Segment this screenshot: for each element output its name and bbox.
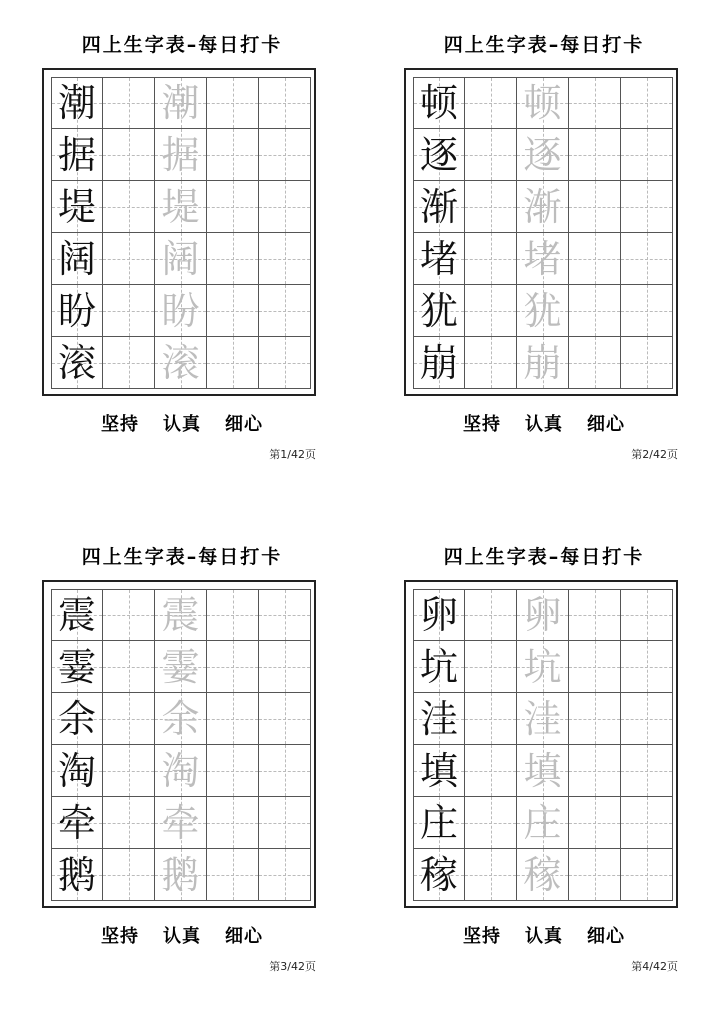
blank-practice-cell: [465, 129, 517, 181]
trace-character: 顿: [523, 81, 562, 125]
model-cell: [413, 745, 465, 797]
model-cell: [413, 129, 465, 181]
blank-practice-cell: [465, 77, 517, 129]
trace-character: 庄: [523, 800, 562, 845]
blank-practice-cell: [259, 337, 311, 389]
trace-cell: [517, 77, 569, 129]
practice-card: [42, 512, 322, 972]
model-character: 堵: [419, 236, 458, 281]
blank-practice-cell: [569, 285, 621, 337]
model-character: 庄: [419, 800, 458, 845]
blank-practice-cell: [259, 849, 311, 901]
model-cell: [413, 589, 465, 641]
trace-character: 坑: [523, 644, 562, 689]
grid-row: [413, 693, 673, 745]
trace-character: 据: [161, 132, 200, 177]
motto-word: 坚持: [101, 926, 139, 947]
motto-word: 认真: [163, 414, 201, 435]
trace-character: 牵: [161, 800, 200, 845]
blank-practice-cell: [621, 797, 673, 849]
blank-practice-cell: [259, 129, 311, 181]
model-cell: [51, 337, 103, 389]
blank-practice-cell: [621, 745, 673, 797]
grid-row: [413, 589, 673, 641]
model-character: 盼: [57, 288, 96, 333]
blank-practice-cell: [207, 129, 259, 181]
trace-cell: [517, 849, 569, 901]
grid-row: [51, 641, 311, 693]
trace-character: 淘: [161, 748, 200, 793]
blank-practice-cell: [569, 337, 621, 389]
page-number: 第1/42页: [269, 448, 316, 461]
motto-word: 认真: [163, 926, 201, 947]
trace-character: 逐: [523, 132, 562, 177]
blank-practice-cell: [207, 745, 259, 797]
model-cell: [413, 693, 465, 745]
blank-practice-cell: [103, 797, 155, 849]
trace-character: 潮: [161, 81, 200, 125]
motto: [404, 410, 684, 436]
writing-grid: [42, 68, 316, 396]
blank-practice-cell: [207, 849, 259, 901]
writing-grid: [404, 68, 678, 396]
trace-character: 盼: [161, 288, 200, 333]
model-character: 霎: [57, 644, 96, 689]
trace-cell: [155, 745, 207, 797]
trace-cell: [517, 641, 569, 693]
blank-practice-cell: [103, 337, 155, 389]
grid-row: [51, 693, 311, 745]
model-cell: [413, 797, 465, 849]
model-character: 震: [57, 593, 96, 637]
trace-cell: [517, 129, 569, 181]
blank-practice-cell: [103, 745, 155, 797]
blank-practice-cell: [103, 693, 155, 745]
motto: [404, 922, 684, 948]
blank-practice-cell: [621, 693, 673, 745]
motto-word: 细心: [587, 414, 625, 435]
page-number: 第2/42页: [631, 448, 678, 461]
trace-cell: [517, 797, 569, 849]
trace-character: 震: [161, 593, 200, 637]
blank-practice-cell: [569, 233, 621, 285]
blank-practice-cell: [569, 641, 621, 693]
trace-character: 堵: [523, 236, 562, 281]
trace-cell: [155, 77, 207, 129]
model-cell: [413, 641, 465, 693]
blank-practice-cell: [621, 589, 673, 641]
grid-row: [413, 337, 673, 389]
model-cell: [51, 849, 103, 901]
model-cell: [51, 181, 103, 233]
blank-practice-cell: [465, 745, 517, 797]
model-character: 阔: [57, 236, 96, 281]
model-character: 犹: [419, 288, 458, 333]
blank-practice-cell: [569, 693, 621, 745]
blank-practice-cell: [103, 233, 155, 285]
grid-row: [413, 641, 673, 693]
writing-grid: [404, 580, 678, 908]
blank-practice-cell: [103, 129, 155, 181]
grid-row: [51, 77, 311, 129]
card-title: 四上生字表–每日打卡: [443, 34, 645, 56]
model-character: 稼: [419, 852, 458, 897]
grid-row: [51, 233, 311, 285]
blank-practice-cell: [207, 641, 259, 693]
trace-cell: [155, 129, 207, 181]
trace-character: 滚: [161, 340, 200, 385]
motto-word: 细心: [587, 926, 625, 947]
card-title: 四上生字表–每日打卡: [81, 34, 283, 56]
blank-practice-cell: [569, 797, 621, 849]
blank-practice-cell: [259, 693, 311, 745]
grid-row: [413, 77, 673, 129]
trace-cell: [155, 849, 207, 901]
blank-practice-cell: [207, 233, 259, 285]
grid-row: [413, 745, 673, 797]
blank-practice-cell: [207, 589, 259, 641]
model-character: 洼: [419, 696, 458, 741]
blank-practice-cell: [621, 129, 673, 181]
blank-practice-cell: [465, 589, 517, 641]
model-cell: [413, 285, 465, 337]
blank-practice-cell: [207, 337, 259, 389]
motto-word: 细心: [225, 414, 263, 435]
model-character: 余: [57, 696, 96, 741]
model-cell: [413, 233, 465, 285]
blank-practice-cell: [207, 693, 259, 745]
trace-character: 洼: [523, 696, 562, 741]
blank-practice-cell: [465, 181, 517, 233]
blank-practice-cell: [569, 589, 621, 641]
blank-practice-cell: [621, 233, 673, 285]
blank-practice-cell: [465, 849, 517, 901]
trace-cell: [155, 589, 207, 641]
model-character: 卵: [419, 593, 458, 637]
blank-practice-cell: [465, 285, 517, 337]
model-cell: [413, 77, 465, 129]
model-character: 填: [419, 748, 458, 793]
model-character: 顿: [419, 81, 458, 125]
blank-practice-cell: [103, 181, 155, 233]
blank-practice-cell: [569, 849, 621, 901]
blank-practice-cell: [259, 641, 311, 693]
motto-word: 坚持: [463, 926, 501, 947]
blank-practice-cell: [465, 797, 517, 849]
grid-row: [51, 181, 311, 233]
trace-character: 余: [161, 696, 200, 741]
model-cell: [51, 77, 103, 129]
model-cell: [413, 849, 465, 901]
page-number: 第4/42页: [631, 960, 678, 973]
blank-practice-cell: [259, 285, 311, 337]
trace-character: 阔: [161, 236, 200, 281]
model-character: 崩: [419, 340, 458, 385]
model-cell: [51, 797, 103, 849]
blank-practice-cell: [621, 181, 673, 233]
model-cell: [51, 693, 103, 745]
trace-cell: [155, 337, 207, 389]
blank-practice-cell: [103, 589, 155, 641]
trace-character: 渐: [523, 184, 562, 229]
grid-row: [51, 285, 311, 337]
blank-practice-cell: [103, 285, 155, 337]
motto-word: 认真: [525, 414, 563, 435]
model-character: 渐: [419, 184, 458, 229]
model-cell: [413, 181, 465, 233]
grid-row: [51, 129, 311, 181]
grid-row: [413, 181, 673, 233]
trace-character: 崩: [523, 340, 562, 385]
trace-character: 霎: [161, 644, 200, 689]
trace-cell: [517, 745, 569, 797]
card-title: 四上生字表–每日打卡: [81, 546, 283, 568]
blank-practice-cell: [259, 589, 311, 641]
blank-practice-cell: [621, 641, 673, 693]
model-cell: [51, 641, 103, 693]
blank-practice-cell: [621, 77, 673, 129]
blank-practice-cell: [465, 337, 517, 389]
grid-row: [413, 797, 673, 849]
trace-character: 卵: [523, 593, 562, 637]
motto-word: 坚持: [101, 414, 139, 435]
trace-cell: [155, 693, 207, 745]
blank-practice-cell: [259, 233, 311, 285]
motto: [42, 922, 322, 948]
blank-practice-cell: [103, 77, 155, 129]
model-character: 逐: [419, 132, 458, 177]
page-number: 第3/42页: [269, 960, 316, 973]
trace-character: 堤: [161, 184, 200, 229]
trace-cell: [517, 589, 569, 641]
trace-character: 填: [523, 748, 562, 793]
model-character: 牵: [57, 800, 96, 845]
model-character: 堤: [57, 184, 96, 229]
trace-cell: [155, 797, 207, 849]
trace-cell: [517, 233, 569, 285]
model-cell: [51, 745, 103, 797]
model-cell: [51, 285, 103, 337]
blank-practice-cell: [465, 233, 517, 285]
model-cell: [51, 589, 103, 641]
blank-practice-cell: [207, 181, 259, 233]
trace-cell: [155, 233, 207, 285]
grid-row: [413, 129, 673, 181]
grid-row: [413, 849, 673, 901]
blank-practice-cell: [621, 337, 673, 389]
model-character: 据: [57, 132, 96, 177]
trace-cell: [155, 285, 207, 337]
blank-practice-cell: [103, 849, 155, 901]
blank-practice-cell: [465, 693, 517, 745]
trace-cell: [517, 693, 569, 745]
grid-row: [51, 849, 311, 901]
trace-character: 稼: [523, 852, 562, 897]
model-cell: [413, 337, 465, 389]
motto: [42, 410, 322, 436]
blank-practice-cell: [259, 181, 311, 233]
trace-character: 犹: [523, 288, 562, 333]
motto-word: 认真: [525, 926, 563, 947]
grid-row: [413, 233, 673, 285]
model-character: 鹅: [57, 852, 96, 897]
motto-word: 细心: [225, 926, 263, 947]
grid-row: [413, 285, 673, 337]
blank-practice-cell: [621, 849, 673, 901]
practice-card: [404, 512, 684, 972]
practice-card: [404, 0, 684, 460]
grid-row: [51, 745, 311, 797]
blank-practice-cell: [259, 797, 311, 849]
model-character: 潮: [57, 81, 96, 125]
grid-row: [51, 337, 311, 389]
trace-cell: [155, 181, 207, 233]
trace-character: 鹅: [161, 852, 200, 897]
blank-practice-cell: [621, 285, 673, 337]
motto-word: 坚持: [463, 414, 501, 435]
model-cell: [51, 233, 103, 285]
blank-practice-cell: [569, 745, 621, 797]
blank-practice-cell: [569, 77, 621, 129]
blank-practice-cell: [207, 797, 259, 849]
trace-cell: [517, 181, 569, 233]
grid-row: [51, 589, 311, 641]
practice-card: [42, 0, 322, 460]
blank-practice-cell: [259, 745, 311, 797]
trace-cell: [155, 641, 207, 693]
blank-practice-cell: [569, 129, 621, 181]
blank-practice-cell: [569, 181, 621, 233]
blank-practice-cell: [103, 641, 155, 693]
card-title: 四上生字表–每日打卡: [443, 546, 645, 568]
model-character: 滚: [57, 340, 96, 385]
trace-cell: [517, 337, 569, 389]
blank-practice-cell: [259, 77, 311, 129]
blank-practice-cell: [207, 285, 259, 337]
model-character: 淘: [57, 748, 96, 793]
blank-practice-cell: [465, 641, 517, 693]
trace-cell: [517, 285, 569, 337]
grid-row: [51, 797, 311, 849]
model-character: 坑: [419, 644, 458, 689]
model-cell: [51, 129, 103, 181]
blank-practice-cell: [207, 77, 259, 129]
writing-grid: [42, 580, 316, 908]
